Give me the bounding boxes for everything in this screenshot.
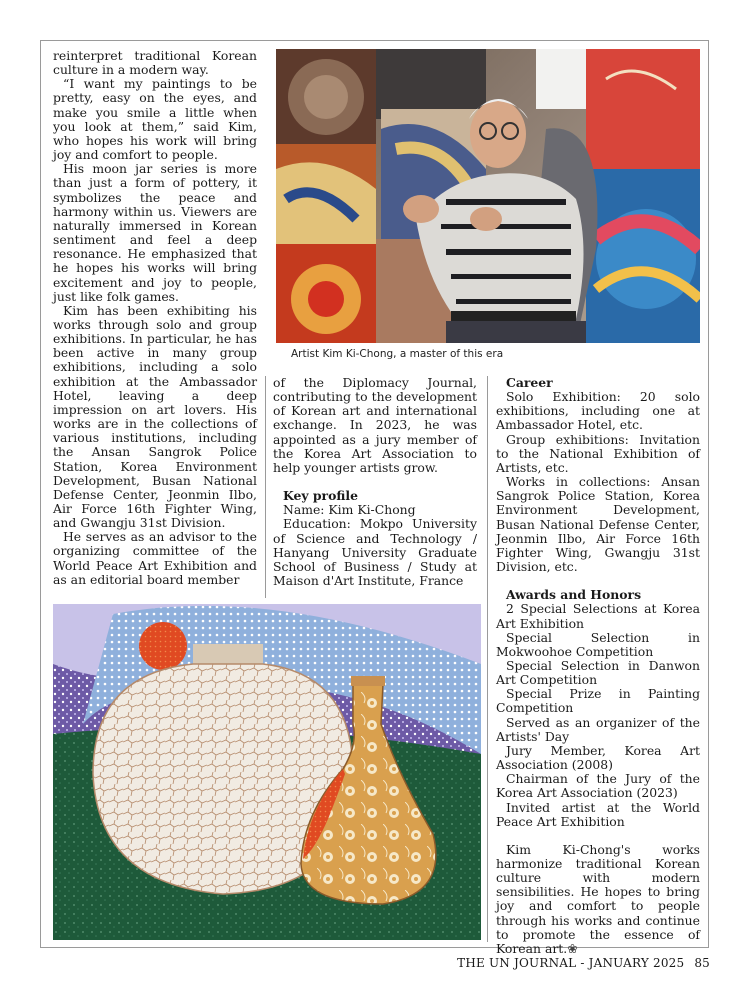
award-item: Special Selection in Mokwoohoe Competition [496,629,700,659]
column-rule-left [265,376,266,598]
article-column-3 [496,376,700,956]
photo-caption: Artist Kim Ki-Chong, a master of this era [291,348,504,360]
career-heading: Career [506,375,553,390]
award-item: Special Selection in Danwon Art Competition [496,657,700,688]
profile-name: Name: Kim Ki-Chong [283,502,416,518]
article-paragraph: reinterpret traditional Korean culture in a modern way. [53,48,257,78]
award-item: Special Prize in Painting Competition [496,686,700,716]
moon-jar-painting [53,604,481,940]
article-paragraph: He serves as an advisor to the organizing committee of the World Peace Art Exhibition and as an editorial board member [53,529,257,587]
closing-paragraph: Kim Ki-Chong's works harmonize traditional Korean culture with modern sensibilities. He hopes to bring joy and comfort to people through his works and continue to promote the essence of Korean art.❀ [496,841,700,956]
page-number: 85 [694,956,710,970]
career-item: Group exhibitions: Invitation to the National Exhibition of Artists, etc. [496,431,700,475]
article-column-1 [53,49,257,587]
article-paragraph: His moon jar series is more than just a form of pottery, it symbolizes the peace and harmony within us. Viewers are naturally immersed in Korean sentiment and feel a deep resonance. He emphasized that he hopes his works will bring excitement and joy to people, just like folk games. [53,161,257,304]
article-paragraph: Kim has been exhibiting his works through solo and group exhibitions. In particular, he has been active in many group exhibitions, including a solo exhibition at the Ambassador Hotel, leaving a deep impression on art lovers. His works are in the collections of various institutions, including the Ansan Sangrok Police Station, Korea Environment Development, Busan National Defense Center, Jeonmin Ilbo, Air Force 16th Fighter Wing, and Gwangju 31st Division. [53,302,257,531]
publication-name: THE UN JOURNAL - JANUARY 2025 [457,956,685,970]
award-item: Jury Member, Korea Art Association (2008) [496,742,700,773]
article-paragraph: “I want my paintings to be pretty, easy on the eyes, and make you smile a little when you look at them,” said Kim, who hopes his work will bring joy and comfort to people. [53,76,257,163]
key-profile-heading: Key profile [283,488,358,504]
article-column-2 [273,376,477,588]
profile-education: Education: Mokpo University of Science and Technology / Hanyang University Graduate School of Business / Study at Maison d'Art Institute, France [273,516,477,589]
article-paragraph: of the Diplomacy Journal, contributing to the development of Korean art and international exchange. In 2023, he was appointed as a jury member of the Korea Art Association to help younger artists grow. [273,375,477,475]
award-item: Chairman of the Jury of the Korea Art Association (2023) [496,771,700,801]
awards-heading: Awards and Honors [506,587,642,603]
column-rule-right [487,376,488,942]
career-item: Solo Exhibition: 20 solo exhibitions, including one at Ambassador Hotel, etc. [496,389,700,433]
end-mark-icon: ❀ [567,940,578,956]
award-item: Invited artist at the World Peace Art Exhibition [496,799,700,829]
award-item: Served as an organizer of the Artists' Day [496,714,700,744]
artist-photo [276,49,700,343]
award-item: 2 Special Selections at Korea Art Exhibition [496,601,700,631]
page-footer [457,956,710,970]
career-item: Works in collections: Ansan Sangrok Police Station, Korea Environment Development, Busan National Defense Center, Jeonmin Ilbo, Air Force 16th Fighter Wing, Gwangju 31st Division, etc. [496,474,700,575]
